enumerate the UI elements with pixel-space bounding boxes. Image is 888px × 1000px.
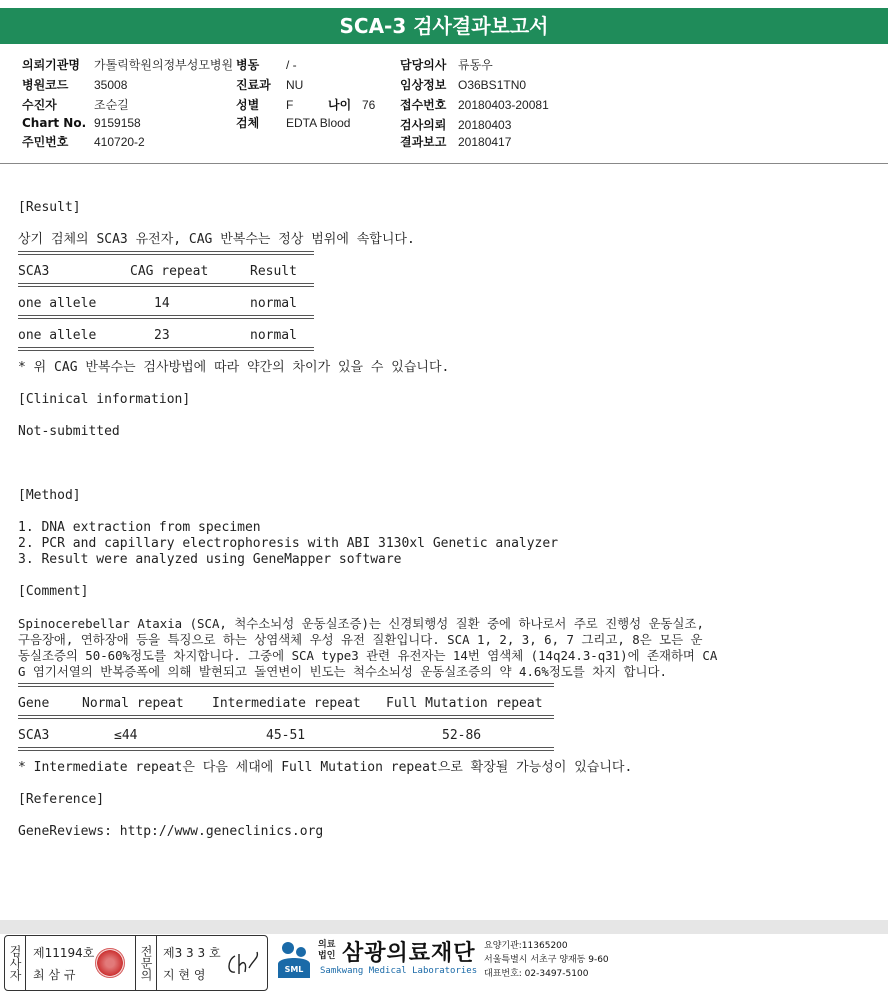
field-label: 접수번호 [400, 98, 447, 112]
table-header-cell: Normal repeat [82, 696, 184, 711]
org-info-line: 대표번호: 02-3497-5100 [484, 969, 589, 979]
specialist-label: 전문의 [135, 936, 157, 990]
inspector-seal [95, 948, 125, 978]
header-row [236, 76, 303, 93]
table-cell: ≤44 [114, 728, 138, 743]
specialist-license: 제3 3 3 호 [163, 946, 221, 960]
org-name: 삼광의료재단 [342, 941, 476, 966]
header-row [22, 116, 141, 130]
table-cell: normal [250, 296, 297, 311]
field-value: 20180403-20081 [458, 98, 549, 112]
footer-band [0, 920, 888, 934]
header-row [400, 133, 511, 150]
table-cell: 14 [154, 296, 170, 311]
table-header-cell: Full Mutation repeat [386, 696, 543, 711]
inspector-name: 최 삼 규 [33, 968, 76, 982]
report-title: SCA-3 검사결과보고서 [0, 8, 888, 44]
field-label: 검사의뢰 [400, 118, 447, 132]
table-rule [18, 283, 314, 287]
field-value: 76 [362, 98, 376, 112]
result-heading: [Result] [18, 200, 81, 215]
reference-heading: [Reference] [18, 792, 105, 807]
org-info-line: 서울특별시 서초구 양재동 9-60 [484, 955, 609, 965]
table-cell: 52-86 [442, 728, 482, 743]
header-row [22, 56, 233, 73]
header-row [22, 133, 145, 150]
org-prefix-2: 법인 [318, 951, 336, 961]
field-label: 결과보고 [400, 135, 447, 149]
header-row [236, 96, 293, 113]
table-cell: one allele [18, 328, 97, 343]
field-value: O36BS1TN0 [458, 78, 527, 92]
table-header-cell: Gene [18, 696, 50, 711]
table-rule [18, 315, 314, 319]
table-rule [18, 747, 554, 751]
comment-line: 동실조증의 50-60%정도를 차지합니다. 그중에 SCA type3 관련 유전자는 14번 염색체 (14q24.3-q31)에 존재하며 CA [18, 648, 718, 663]
table-cell: 45-51 [266, 728, 306, 743]
table-rule [18, 683, 554, 687]
field-label: 성별 [236, 98, 260, 112]
field-label: 병동 [236, 58, 260, 72]
field-label: 주민번호 [22, 135, 69, 149]
signature-icon [225, 950, 261, 978]
patient-header [0, 48, 888, 160]
header-row [400, 96, 549, 113]
field-value: / - [286, 58, 297, 72]
header-divider [0, 163, 888, 164]
field-label: 진료과 [236, 78, 271, 92]
header-row [22, 96, 129, 113]
comment-line: Spinocerebellar Ataxia (SCA, 척수소뇌성 운동실조증)는 신경퇴행성 질환 중에 하나로서 주로 진행성 운동실조, [18, 616, 704, 631]
table-cell: normal [250, 328, 297, 343]
logo-text: SML [284, 965, 304, 974]
table-header-cell: Intermediate repeat [212, 696, 361, 711]
field-label: 검체 [236, 116, 260, 130]
field-label: 담당의사 [400, 58, 447, 72]
field-value: EDTA Blood [286, 116, 351, 130]
table-cell: 23 [154, 328, 170, 343]
field-value: 류동우 [458, 58, 493, 72]
clinical-heading: [Clinical information] [18, 392, 191, 407]
field-label: 수진자 [22, 98, 57, 112]
sml-logo-icon [274, 938, 314, 984]
inspector-license: 제11194호 [33, 946, 95, 960]
comment-line: G 염기서열의 반복증폭에 의해 발현되고 돌연변이 빈도는 척수소뇌성 운동실조증의 약 4.6%정도를 차지 합니다. [18, 664, 667, 679]
field-value: F [286, 98, 294, 112]
field-value: 35008 [94, 78, 128, 92]
field-value: 20180417 [458, 135, 512, 149]
comment-heading: [Comment] [18, 584, 89, 599]
org-prefix [318, 940, 335, 962]
header-row [236, 114, 350, 131]
reference-text: GeneReviews: http://www.geneclinics.org [18, 824, 324, 839]
header-row [400, 76, 526, 93]
field-value: 410720-2 [94, 135, 145, 149]
method-heading: [Method] [18, 488, 81, 503]
field-value: NU [286, 78, 304, 92]
inspector-label: 검사자 [5, 936, 26, 990]
table-header-cell: CAG repeat [130, 264, 209, 279]
table-cell: SCA3 [18, 728, 50, 743]
specialist-name: 지 현 영 [163, 968, 206, 982]
result-summary: 상기 검체의 SCA3 유전자, CAG 반복수는 정상 범위에 속합니다. [18, 232, 415, 247]
header-row [328, 96, 375, 113]
header-row [236, 56, 297, 73]
org-english-name: Samkwang Medical Laboratories [320, 966, 478, 976]
signature-box [4, 935, 268, 991]
clinical-text: Not-submitted [18, 424, 120, 439]
comment-note: * Intermediate repeat은 다음 세대에 Full Mutation repeat으로 확장될 가능성이 있습니다. [18, 760, 633, 775]
field-label: 나이 [328, 98, 352, 112]
field-label: Chart No. [22, 116, 87, 130]
org-info-line: 요양기관:11365200 [484, 941, 568, 951]
field-value: 가톨릭학원의정부성모병원 [94, 58, 234, 72]
header-row [400, 116, 511, 133]
table-header-cell: Result [250, 264, 297, 279]
field-label: 임상정보 [400, 78, 447, 92]
org-prefix-1: 의료 [318, 940, 336, 950]
method-item: 1. DNA extraction from specimen [18, 520, 261, 535]
table-rule [18, 715, 554, 719]
field-value: 9159158 [94, 116, 141, 130]
header-row [22, 76, 127, 93]
field-label: 병원코드 [22, 78, 69, 92]
table-rule [18, 347, 314, 351]
comment-line: 구음장애, 연하장애 등을 특징으로 하는 상염색체 우성 유전 질환입니다. SCA 1, 2, 3, 6, 7 그리고, 8은 모든 운 [18, 632, 703, 647]
org-info [484, 939, 609, 981]
header-row [400, 56, 493, 73]
result-note: * 위 CAG 반복수는 검사방법에 따라 약간의 차이가 있을 수 있습니다. [18, 360, 450, 375]
table-header-cell: SCA3 [18, 264, 50, 279]
field-value: 조순길 [94, 98, 129, 112]
table-cell: one allele [18, 296, 97, 311]
method-item: 2. PCR and capillary electrophoresis with ABI 3130xl Genetic analyzer [18, 536, 559, 551]
method-item: 3. Result were analyzed using GeneMapper software [18, 552, 402, 567]
field-label: 의뢰기관명 [22, 58, 80, 72]
field-value: 20180403 [458, 118, 512, 132]
table-rule [18, 251, 314, 255]
